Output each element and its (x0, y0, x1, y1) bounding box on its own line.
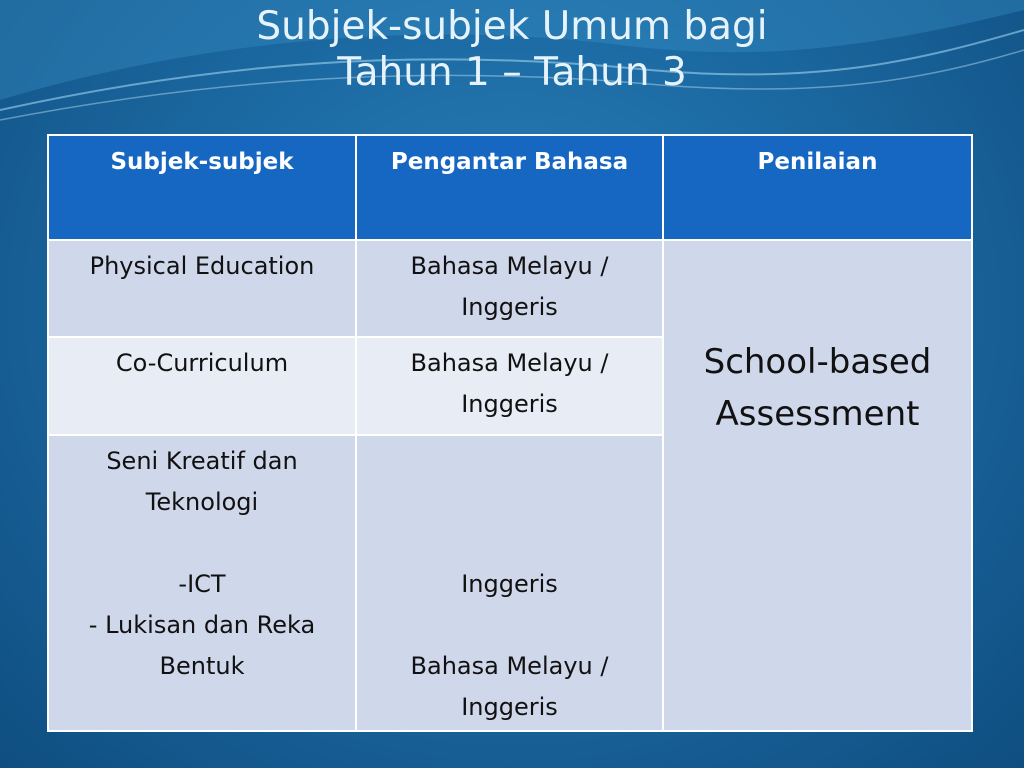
subject-line: Seni Kreatif dan (106, 447, 298, 475)
slide-title-line1: Subjek-subjek Umum bagi (256, 4, 768, 49)
table-header-row (48, 135, 972, 240)
subject-line: Bentuk (159, 652, 245, 680)
assessment-cell (663, 240, 972, 731)
slide-title-line2: Tahun 1 – Tahun 3 (337, 50, 687, 95)
language-line: Bahasa Melayu / (410, 652, 609, 680)
language-line: Inggeris (461, 693, 558, 721)
header-language: Pengantar Bahasa (356, 135, 663, 240)
slide-title (0, 4, 1024, 96)
language-spacer (363, 441, 656, 482)
language-cell (356, 337, 663, 435)
language-line: Bahasa Melayu / (410, 252, 609, 280)
subjects-table (47, 134, 973, 732)
language-line: Inggeris (461, 570, 558, 598)
subject-line: Physical Education (89, 252, 315, 280)
language-line: Bahasa Melayu / (410, 349, 609, 377)
subject-line: Teknologi (145, 488, 259, 516)
language-line: Inggeris (461, 293, 558, 321)
language-spacer (363, 605, 656, 646)
subject-line: Co-Curriculum (115, 349, 289, 377)
language-cell (356, 240, 663, 337)
subject-cell (48, 337, 356, 435)
language-spacer (363, 482, 656, 523)
subject-line: -ICT (178, 570, 226, 598)
assessment-line: School-based (703, 341, 932, 382)
subject-line: - Lukisan dan Reka (88, 611, 316, 639)
subject-cell (48, 240, 356, 337)
subject-spacer (55, 523, 349, 564)
language-cell (356, 435, 663, 731)
subject-cell (48, 435, 356, 731)
table-row (48, 240, 972, 337)
header-assessment: Penilaian (663, 135, 972, 240)
header-subjects: Subjek-subjek (48, 135, 356, 240)
assessment-line: Assessment (715, 393, 920, 434)
language-spacer (363, 523, 656, 564)
language-line: Inggeris (461, 390, 558, 418)
